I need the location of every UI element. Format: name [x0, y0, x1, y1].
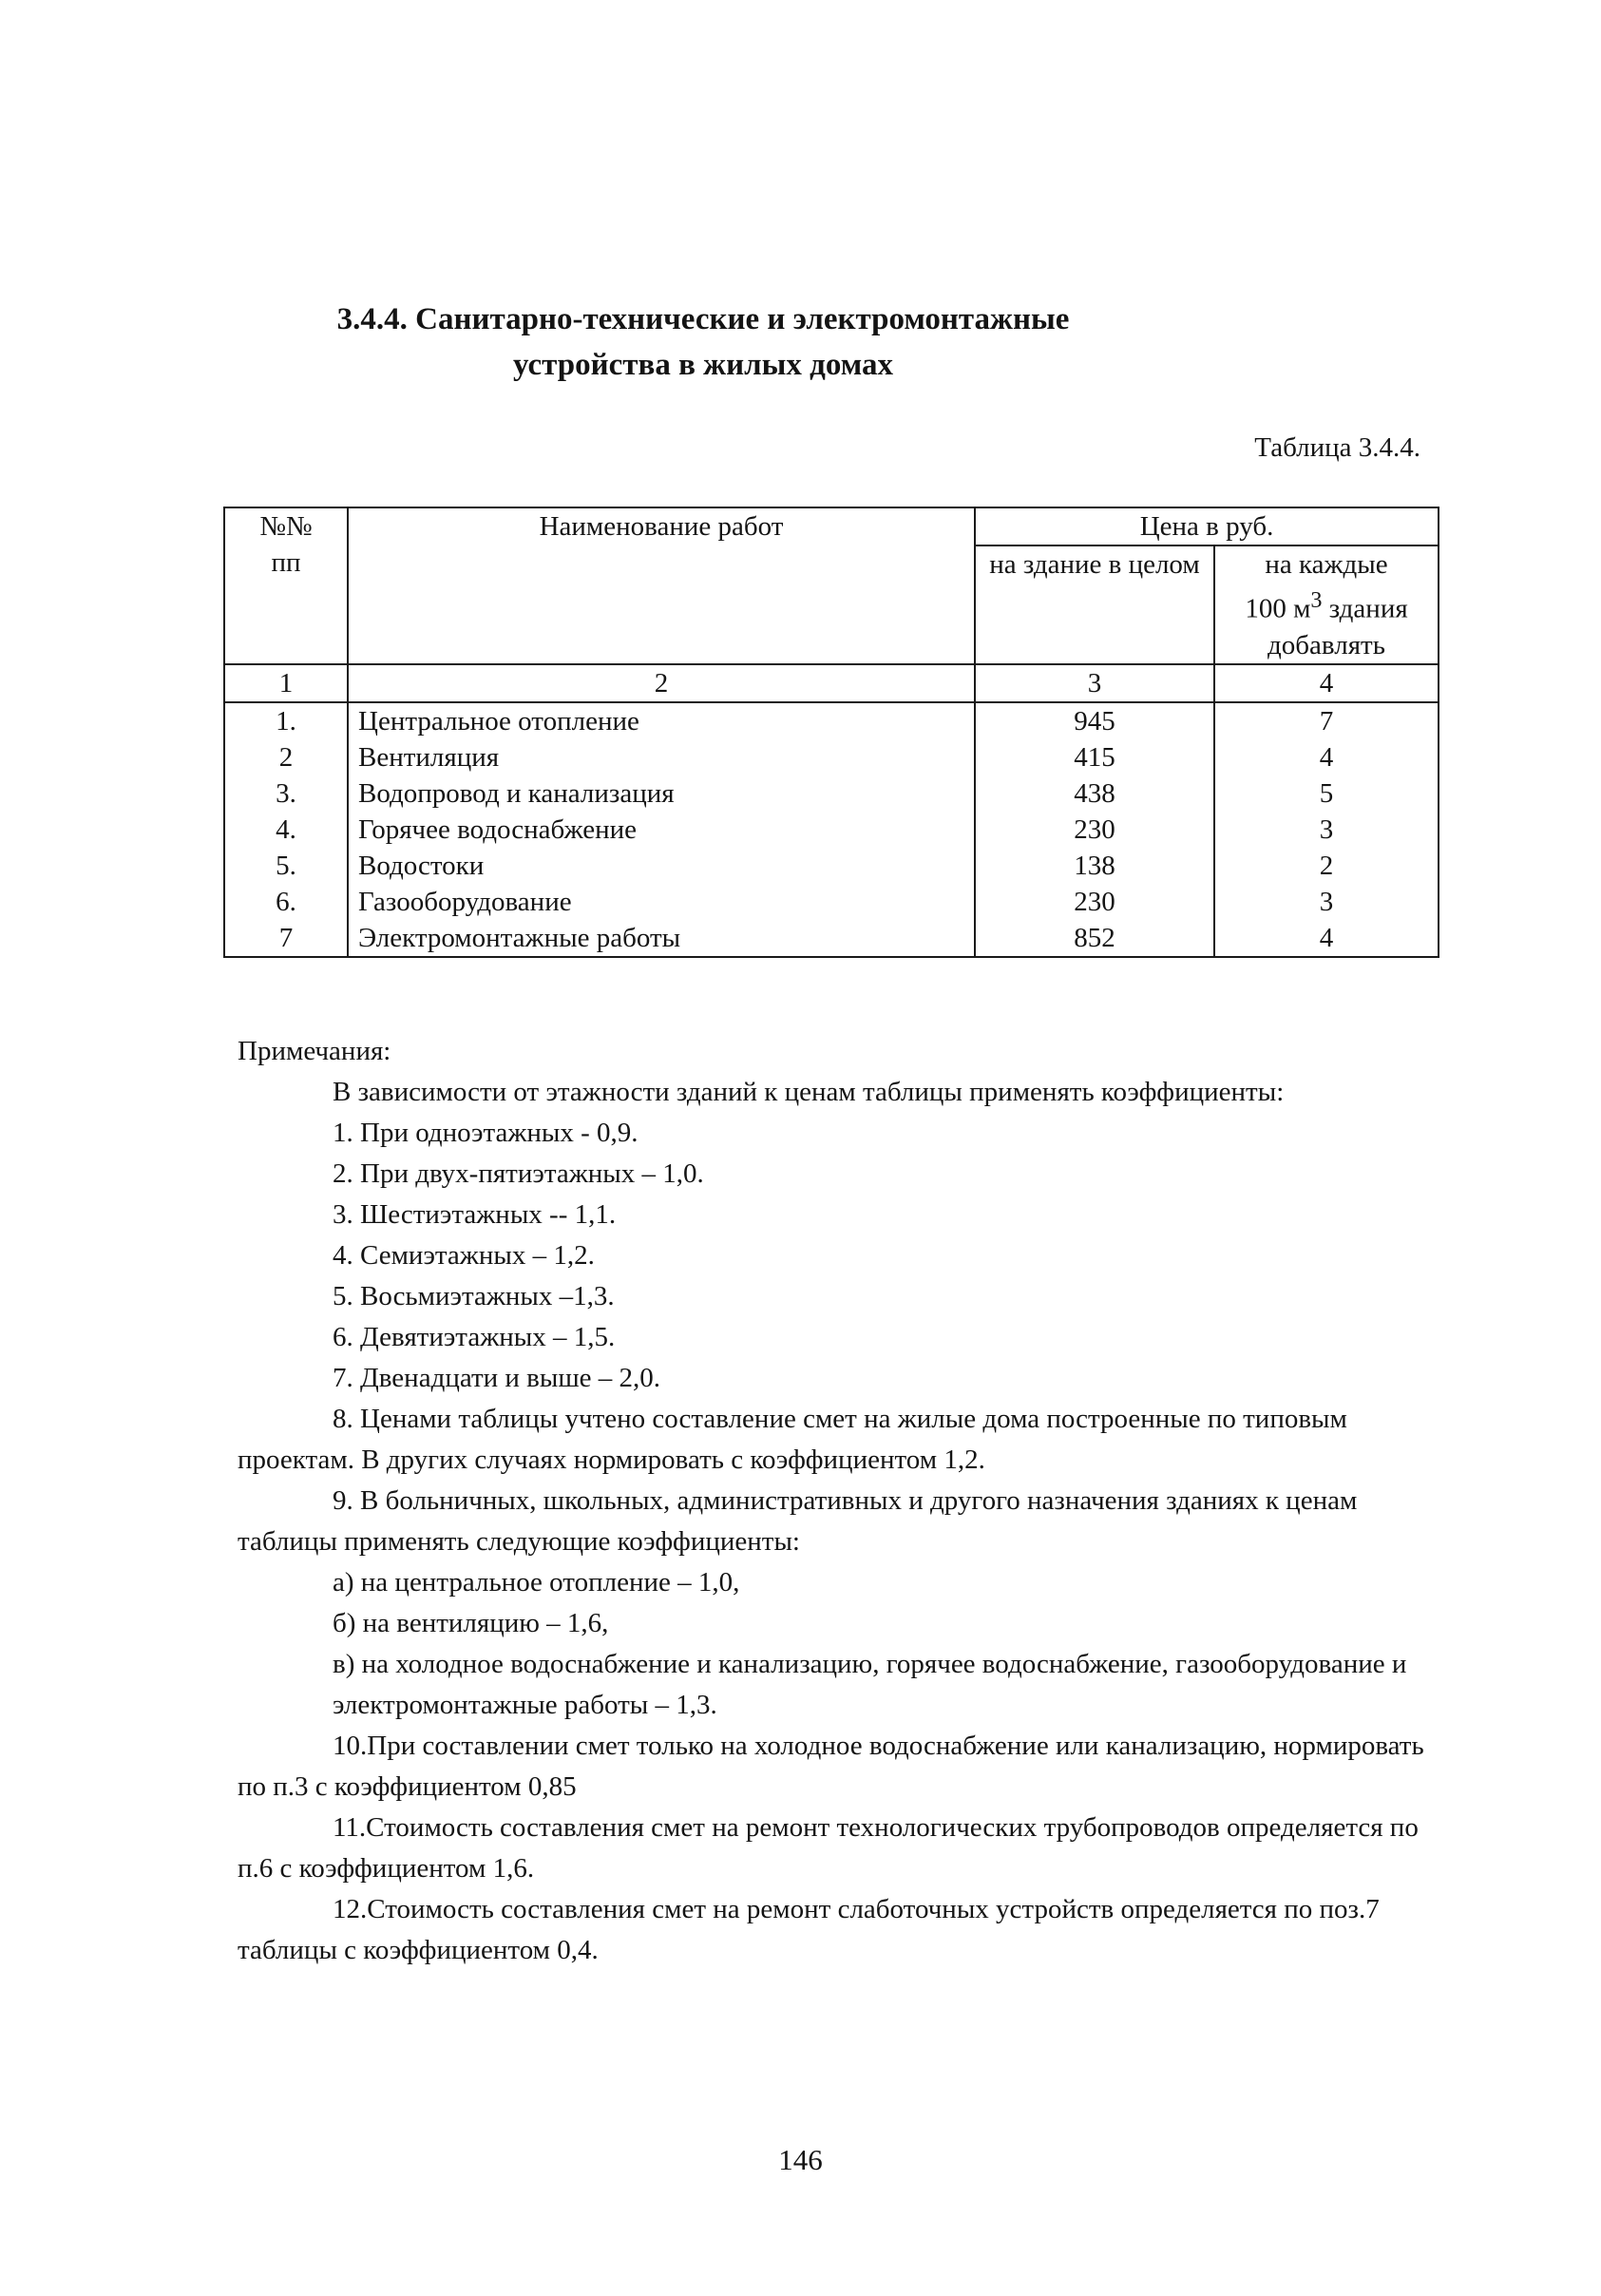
column-number: 4	[1214, 664, 1439, 702]
row-name: Вентиляция	[348, 739, 975, 775]
note-item-8: 8. Ценами таблицы учтено составление смет на жилые дома построенные по типовым проектам. В других случаях нормировать с коэффициентом 1,2.	[238, 1404, 1347, 1475]
table-row	[224, 739, 1439, 775]
row-per100-price: 4	[1214, 739, 1439, 775]
row-per100-price: 5	[1214, 775, 1439, 812]
note-item-10: 10.При составлении смет только на холодное водоснабжение или канализацию, нормировать по п.3 с коэффициентом 0,85	[238, 1731, 1424, 1802]
header-cell-number	[224, 507, 348, 664]
header-per100-line2	[1225, 583, 1428, 627]
row-per100-price: 4	[1214, 920, 1439, 957]
row-per100-price: 7	[1214, 702, 1439, 739]
row-building-price: 945	[975, 702, 1214, 739]
row-name: Водостоки	[348, 848, 975, 884]
row-building-price: 852	[975, 920, 1214, 957]
row-number: 2	[224, 739, 348, 775]
column-number-row	[224, 664, 1439, 702]
price-table	[223, 507, 1439, 958]
table-label: Таблица 3.4.4.	[1254, 432, 1420, 463]
row-name: Электромонтажные работы	[348, 920, 975, 957]
column-number: 2	[348, 664, 975, 702]
header-number-sublabel: пп	[271, 547, 301, 578]
row-per100-price: 3	[1214, 812, 1439, 848]
section-heading	[0, 297, 1406, 388]
row-name: Водопровод и канализация	[348, 775, 975, 812]
row-per100-price: 3	[1214, 884, 1439, 920]
row-name: Горячее водоснабжение	[348, 812, 975, 848]
row-building-price: 230	[975, 812, 1214, 848]
header-per100-unit: 100 м	[1245, 593, 1311, 624]
heading-line-1: 3.4.4. Санитарно-технические и электромонтажные	[336, 302, 1070, 336]
header-number-label: №№	[259, 511, 313, 542]
row-number: 4.	[224, 812, 348, 848]
row-name: Центральное отопление	[348, 702, 975, 739]
row-number: 5.	[224, 848, 348, 884]
row-number: 1.	[224, 702, 348, 739]
notes-title: Примечания:	[238, 1036, 391, 1066]
row-number: 3.	[224, 775, 348, 812]
row-number: 6.	[224, 884, 348, 920]
row-building-price: 415	[975, 739, 1214, 775]
table-row	[224, 775, 1439, 812]
header-cell-per100	[1214, 545, 1439, 664]
row-name: Газооборудование	[348, 884, 975, 920]
header-cell-price-group: Цена в руб.	[975, 507, 1439, 545]
row-building-price: 138	[975, 848, 1214, 884]
note-item-12: 12.Стоимость составления смет на ремонт слаботочных устройств определяется по поз.7 таблицы с коэффициентом 0,4.	[238, 1894, 1380, 1965]
notes-intro: В зависимости от этажности зданий к ценам таблицы применять коэффициенты:	[333, 1077, 1285, 1107]
table-header-row-1	[224, 507, 1439, 545]
table-row	[224, 812, 1439, 848]
header-per100-line3: добавлять	[1267, 629, 1385, 660]
row-building-price: 438	[975, 775, 1214, 812]
table-row	[224, 848, 1439, 884]
table-row	[224, 920, 1439, 957]
note-item: 5. Восьмиэтажных –1,3.	[333, 1281, 615, 1311]
note-item: 7. Двенадцати и выше – 2,0.	[333, 1363, 661, 1393]
header-per100-building: здания	[1328, 593, 1408, 624]
row-number: 7	[224, 920, 348, 957]
note-item: 1. При одноэтажных - 0,9.	[333, 1118, 638, 1148]
row-per100-price: 2	[1214, 848, 1439, 884]
column-number: 1	[224, 664, 348, 702]
table-row	[224, 702, 1439, 739]
note-item: 4. Семиэтажных – 1,2.	[333, 1240, 595, 1271]
note-item: 6. Девятиэтажных – 1,5.	[333, 1322, 616, 1352]
note-item: 3. Шестиэтажных -- 1,1.	[333, 1199, 617, 1230]
notes-section	[238, 1031, 1425, 1971]
table-row	[224, 884, 1439, 920]
header-cell-building: на здание в целом	[975, 545, 1214, 664]
note-item-11: 11.Стоимость составления смет на ремонт технологических трубопроводов определяется по п.6 с коэффициентом 1,6.	[238, 1812, 1419, 1884]
column-number: 3	[975, 664, 1214, 702]
note-item-9: 9. В больничных, школьных, административных и другого назначения зданиях к ценам таблицы применять следующие коэффициенты:	[238, 1485, 1358, 1557]
note-sub-item: а) на центральное отопление – 1,0,	[333, 1567, 740, 1598]
note-sub-item: в) на холодное водоснабжение и канализацию, горячее водоснабжение, газооборудование и электромонтажные работы – 1,3.	[333, 1649, 1407, 1720]
row-building-price: 230	[975, 884, 1214, 920]
note-item: 2. При двух-пятиэтажных – 1,0.	[333, 1158, 704, 1189]
page-number: 146	[778, 2143, 823, 2176]
note-sub-item: б) на вентиляцию – 1,6,	[333, 1608, 609, 1638]
heading-line-2: устройства в жилых домах	[513, 348, 893, 382]
header-per100-line1: на каждые	[1265, 549, 1388, 580]
header-per100-sup: 3	[1310, 587, 1323, 613]
header-cell-name: Наименование работ	[348, 507, 975, 664]
